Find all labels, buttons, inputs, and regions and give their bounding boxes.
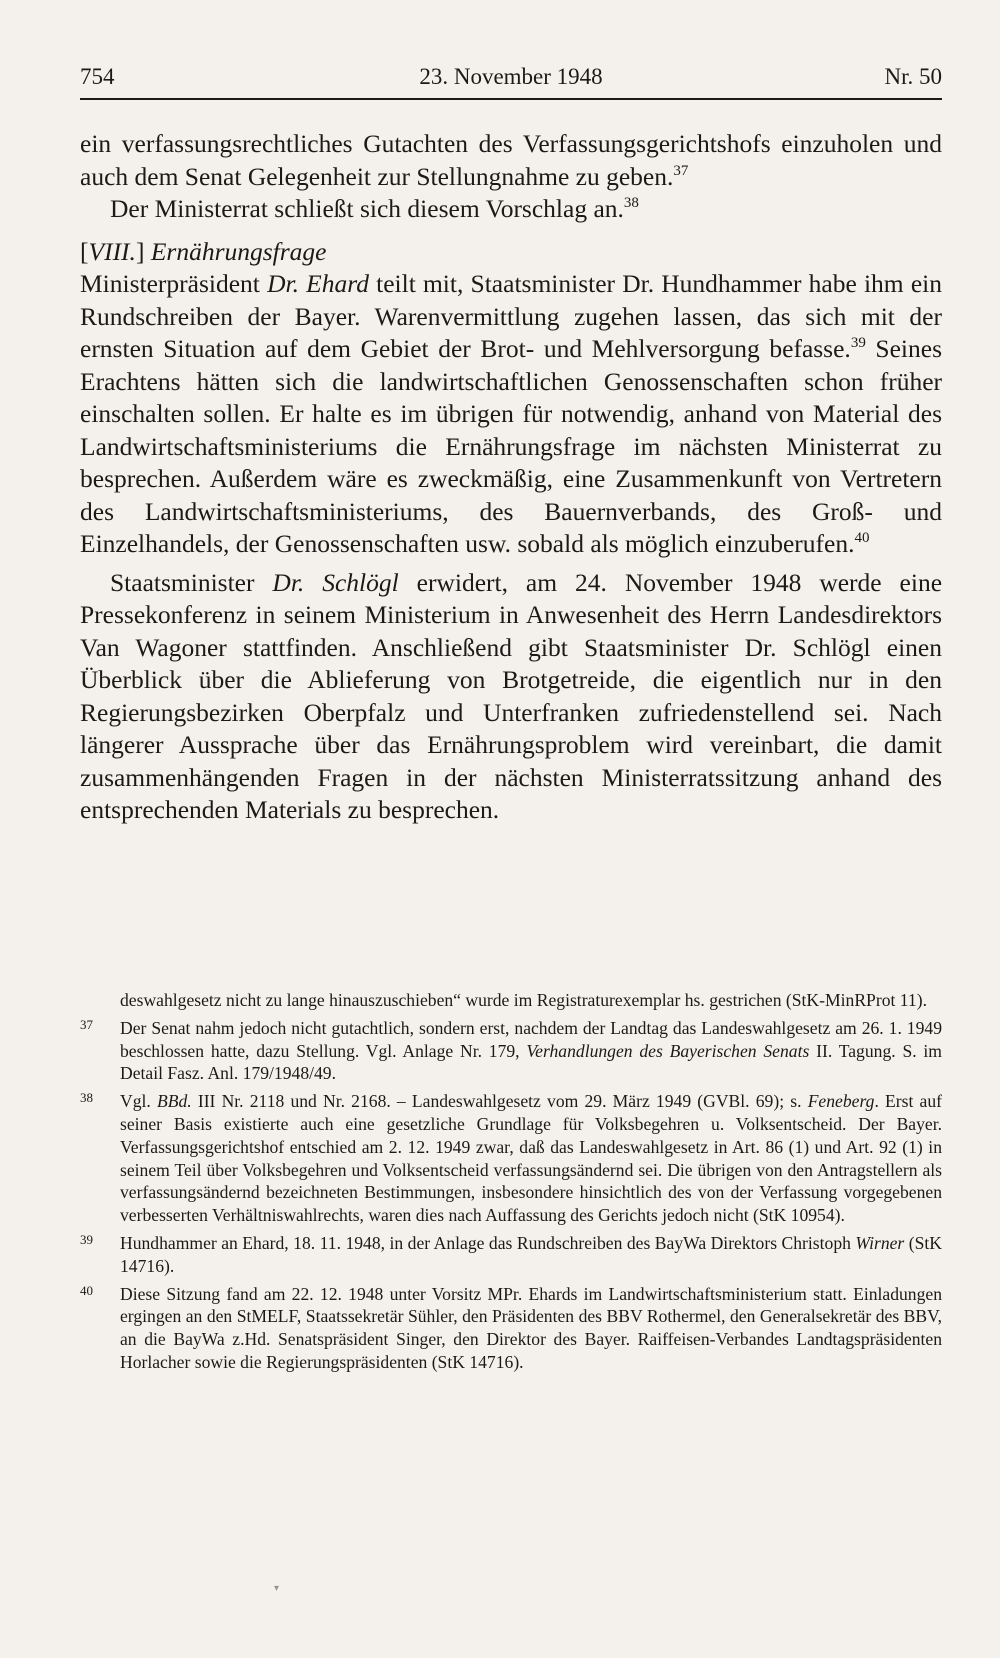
footnote-37: 37 Der Senat nahm jedoch nicht gutachtlich, sondern erst, nachdem der Landtag das Landeswahlgesetz am 26. 1. 1949 beschlossen hatte, dazu Stellung. Vgl. Anlage Nr. 179, Verhandlungen des Bayerischen Senats II. Tagung. S. im Detail Fasz. Anl. 179/1948/49. bbox=[80, 1017, 942, 1085]
paper-speck-mark: ▾ bbox=[274, 1583, 280, 1594]
footnote-39: 39 Hundhammer an Ehard, 18. 11. 1948, in der Anlage das Rundschreiben des BayWa Direktors Christoph Wirner (StK 14716). bbox=[80, 1232, 942, 1278]
footnote-ref-38[interactable]: 38 bbox=[623, 195, 639, 211]
main-text bbox=[80, 128, 942, 827]
paragraph-decision: Der Ministerrat schließt sich diesem Vorschlag an.$^{38}$ bbox=[110, 194, 639, 223]
section-heading: [VIII.] Ernährungsfrage bbox=[80, 236, 327, 266]
section-roman-number: VIII. bbox=[88, 236, 136, 266]
footnote-continuation: deswahlgesetz nicht zu lange hinauszuschieben“ wurde im Registraturexemplar hs. gestrichen (StK-MinRProt 11). bbox=[120, 990, 927, 1010]
speaker-name: Dr. Schlögl bbox=[272, 567, 399, 597]
paragraph-ehard: Ministerpräsident Dr. Ehard teilt mit, Staatsminister Dr. Hundhammer habe ihm ein Rundschreiben der Bayer. Warenvermittlung zugehen lassen, das sich mit der ernsten Situation auf dem Gebiet der Brot- und Mehlversorgung befasse.$^{39}$ Seines Erachtens hätten sich die landwirtschaftlichen Genossenschaften schon früher einschalten sollen. Er halte es im übrigen für notwendig, anhand von Material des Landwirtschaftsministeriums die Ernährungsfrage im nächsten Ministerrat zu besprechen. Außerdem wäre es zweckmäßig, eine Zusammenkunft von Vertretern des Landwirtschaftsministeriums, des Bauernverbands, des Groß- und Einzelhandels, der Genossenschaften usw. sobald als möglich einzuberufen.$^{40}$ bbox=[80, 269, 942, 558]
footnote-40: 40 Diese Sitzung fand am 22. 12. 1948 unter Vorsitz MPr. Ehards im Landwirtschaftsministerium statt. Einladungen ergingen an den StMELF, Staatssekretär Sühler, den Präsidenten des BBV Rothermel, den Generalsekretär des BBV, an die BayWa z.Hd. Senatspräsident Singer, den Direktor des Bayer. Raiffeisen-Verbandes Landtagspräsidenten Horlacher sowie die Regierungspräsidenten (StK 14716). bbox=[80, 1283, 942, 1374]
footnote-number: 39 bbox=[80, 1231, 93, 1247]
speaker-name: Dr. Ehard bbox=[267, 269, 369, 298]
footnote-38: 38 Vgl. BBd. III Nr. 2118 und Nr. 2168. – Landeswahlgesetz vom 29. März 1949 (GVBl. 69); s. Feneberg. Erst auf seiner Basis existierte auch eine gesetzliche Grundlage für Volksbegehren u. Volksentscheid. Der Bayer. Verfassungsgerichtshof entschied am 2. 12. 1949 zwar, daß das Landeswahlgesetz in Art. 86 (1) und Art. 92 (1) in seinem Teil über Volksbegehren und Volksentscheid verfassungsändernd sei. Die übrigen von den Antragstellern als verfassungsändernd bezeichneten Bestimmungen, insbesondere hinsichtlich des von der Verfassung vorgegebenen verbesserten Verhältniswahlrechts, waren dies nach Auffassung des Gerichts jedoch nicht (StK 10954). bbox=[80, 1090, 942, 1227]
header-rule bbox=[80, 98, 942, 100]
header-date: 23. November 1948 bbox=[419, 64, 603, 89]
paragraph-continuation: ein verfassungsrechtliches Gutachten des Verfassungsgerichtshofs einzuholen und auch dem Senat Gelegenheit zur Stellungnahme zu geben.$^{37}$ bbox=[80, 129, 942, 191]
footnotes bbox=[80, 989, 942, 1374]
footnote-number: 40 bbox=[80, 1282, 93, 1298]
footnote-number: 37 bbox=[80, 1016, 93, 1032]
footnote-ref-37[interactable]: 37 bbox=[673, 162, 689, 179]
footnote-number: 38 bbox=[80, 1090, 93, 1106]
section-title: Ernährungsfrage bbox=[150, 236, 327, 266]
paragraph-schloegl: Staatsminister Dr. Schlögl erwidert, am 24. November 1948 werde eine Pressekonferenz in seinem Ministerium in Anwesenheit des Herrn Landesdirektors Van Wagoner stattfinden. Anschließend gibt Staatsminister Dr. Schlögl einen Überblick über die Ablieferung von Brotgetreide, die eigentlich nur in den Regierungsbezirken Oberpfalz und Unterfranken zufriedenstellend sei. Nach längerer Aussprache über das Ernährungsproblem wird vereinbart, die damit zusammenhängenden Fragen in der nächsten Ministerratssitzung anhand des entsprechenden Materials zu besprechen. bbox=[80, 567, 943, 824]
footnote-ref-39[interactable]: 39 bbox=[850, 335, 866, 351]
footnote-ref-40[interactable]: 40 bbox=[854, 530, 870, 546]
issue-number: Nr. 50 bbox=[884, 64, 942, 89]
page-number: 754 bbox=[80, 64, 115, 89]
running-head bbox=[80, 62, 942, 96]
